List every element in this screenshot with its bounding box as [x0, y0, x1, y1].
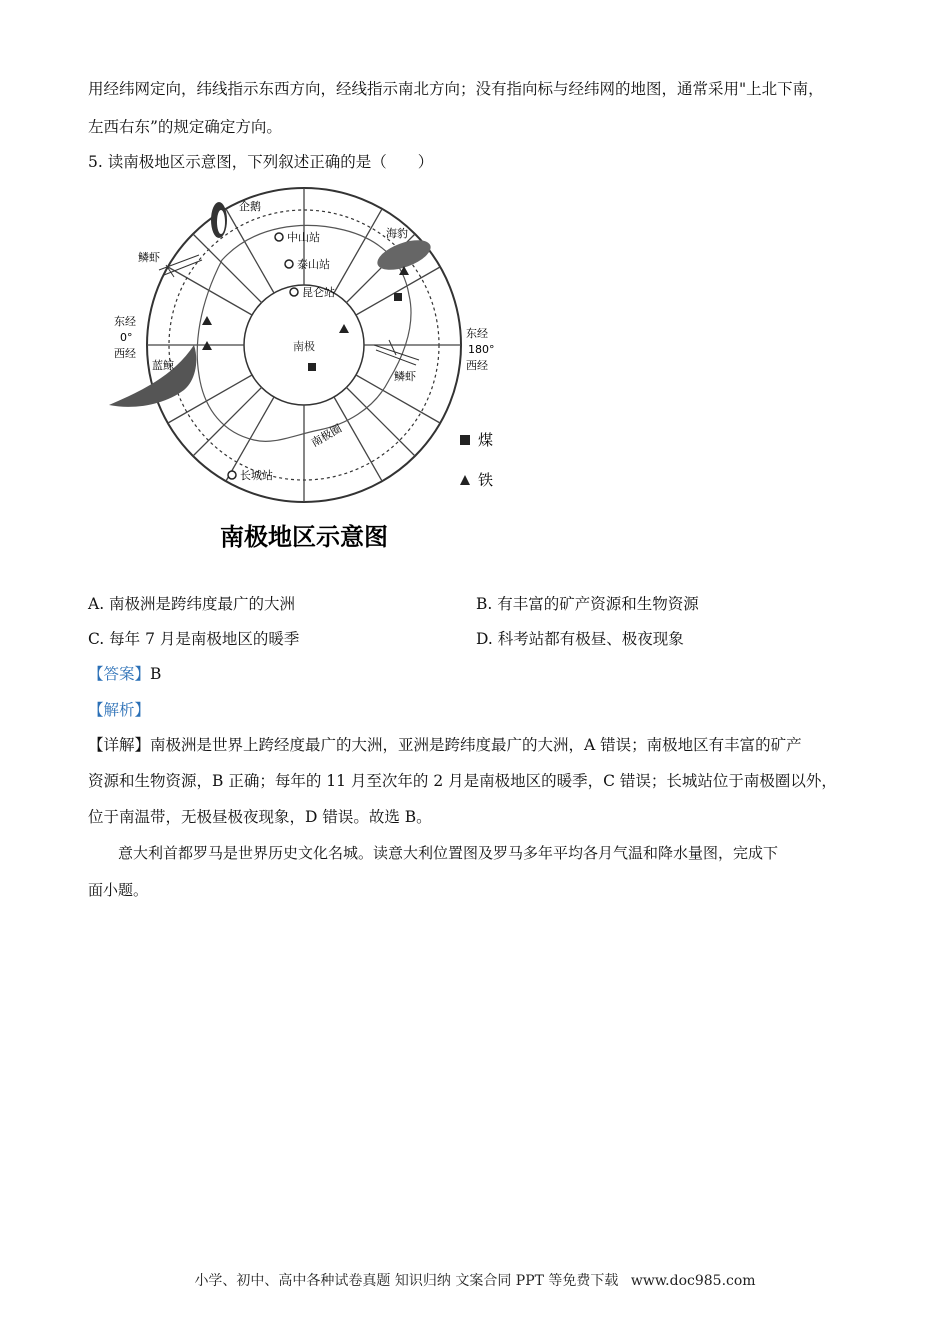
penguin-icon	[211, 202, 227, 238]
coal-marks	[308, 293, 402, 371]
svg-text:0°: 0°	[120, 331, 133, 344]
svg-text:180°: 180°	[468, 343, 495, 356]
svg-text:中山站: 中山站	[287, 231, 320, 244]
map-caption: 南极地区示意图	[220, 523, 388, 551]
option-a: A. 南极洲是跨纬度最广的大洲	[88, 595, 296, 613]
answer-value: B	[150, 665, 162, 683]
svg-text:西经: 西经	[114, 347, 136, 360]
option-c: C. 每年 7 月是南极地区的暖季	[88, 630, 300, 648]
svg-text:蓝鲸: 蓝鲸	[152, 359, 174, 372]
iron-marks	[202, 266, 409, 350]
detail-tag: 【详解】	[88, 736, 151, 754]
coal-legend-icon	[460, 435, 470, 445]
antarctic-map	[104, 185, 514, 560]
intro-line-2: 左西右东”的规定确定方向。	[88, 118, 282, 136]
question-stem: 5. 读南极地区示意图，下列叙述正确的是（ ）	[88, 153, 434, 171]
map-center-label: 南极	[293, 340, 315, 353]
footer-site: www.doc985.com	[630, 1273, 756, 1289]
zhongshan-station-icon	[275, 233, 283, 241]
svg-text:鳞虾: 鳞虾	[394, 370, 416, 383]
taishan-station-icon	[285, 260, 293, 268]
krill-right-icon	[374, 340, 419, 365]
next-intro-line-2: 面小题。	[88, 881, 149, 899]
detail-line-1: 【详解】南极洲是世界上跨经度最广的大洲，亚洲是跨纬度最广的大洲，A 错误；南极地区有丰富的矿产	[88, 736, 802, 754]
answer-tag: 【答案】	[88, 665, 151, 683]
svg-text:东经: 东经	[114, 315, 136, 328]
svg-text:泰山站: 泰山站	[297, 258, 330, 271]
option-b: B. 有丰富的矿产资源和生物资源	[476, 595, 699, 613]
footer-text: 小学、初中、高中各种试卷真题 知识归纳 文案合同 PPT 等免费下载	[194, 1273, 619, 1289]
svg-text:南极圈: 南极圈	[309, 421, 345, 450]
svg-text:东经: 东经	[466, 327, 488, 340]
iron-legend-icon	[460, 475, 470, 485]
svg-text:海豹: 海豹	[386, 227, 408, 240]
analysis-tag: 【解析】	[88, 701, 151, 719]
intro-line-1: 用经纬网定向，纬线指示东西方向，经线指示南北方向；没有指向标与经纬网的地图，通常采用"上北下南，	[88, 80, 824, 98]
option-d: D. 科考站都有极昼、极夜现象	[476, 630, 684, 648]
svg-text:煤: 煤	[478, 431, 494, 449]
svg-text:企鹅: 企鹅	[239, 200, 261, 213]
analysis-tag-line	[88, 698, 150, 720]
svg-text:昆仑站: 昆仑站	[302, 286, 335, 299]
svg-text:鳞虾: 鳞虾	[138, 251, 160, 264]
greatwall-station-icon	[228, 471, 236, 479]
svg-text:西经: 西经	[466, 359, 488, 372]
svg-text:铁: 铁	[478, 471, 494, 489]
kunlun-station-icon	[290, 288, 298, 296]
next-intro-line-1: 意大利首都罗马是世界历史文化名城。读意大利位置图及罗马多年平均各月气温和降水量图，完成下	[118, 844, 779, 862]
answer-line	[88, 662, 161, 684]
detail-line-2: 资源和生物资源，B 正确；每年的 11 月至次年的 2 月是南极地区的暖季，C 错误；长城站位于南极圈以外，	[88, 772, 837, 790]
svg-text:长城站: 长城站	[240, 469, 273, 482]
detail-line-3: 位于南温带，无极昼极夜现象，D 错误。故选 B。	[88, 808, 432, 826]
page-footer	[0, 1270, 950, 1290]
